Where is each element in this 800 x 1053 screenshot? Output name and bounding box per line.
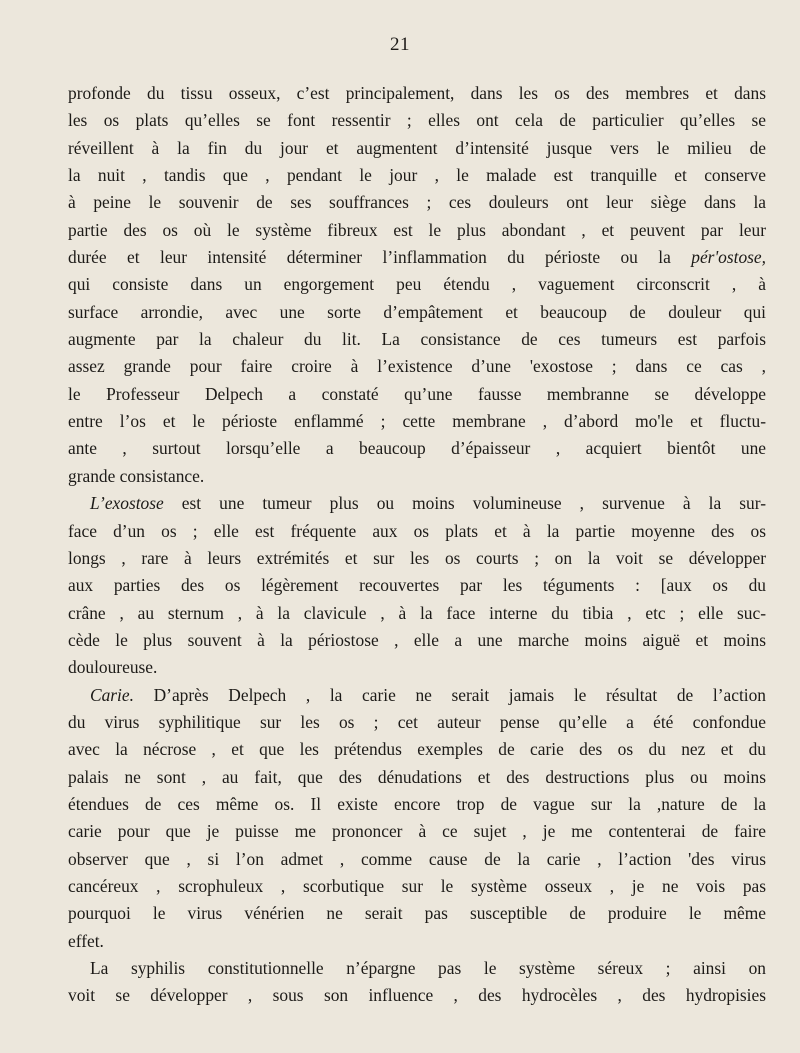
italic-term-exostose: L’exostose	[90, 493, 164, 514]
text-line: voit se développer , sous son influence , des hydrocèles , des hydropisies	[68, 985, 766, 1006]
text-line: effet.	[68, 930, 104, 951]
text-line: qui consiste dans un engorgement peu étendu , vaguement circonscrit , à	[68, 274, 766, 295]
text-line: palais ne sont , au fait, que des dénudations et des destructions plus ou moins	[68, 766, 766, 787]
text-line-mixed	[68, 490, 766, 517]
text-line: entre l’os et le périoste enflammé ; cette membrane , d’abord mo'le et fluctu-	[68, 411, 766, 432]
text-line: profonde du tissu osseux, c’est principalement, dans les os des membres et dans	[68, 83, 766, 103]
text-line-mixed	[68, 244, 766, 271]
text-line: grande consistance.	[68, 465, 205, 486]
text-line: surface arrondie, avec une sorte d’empâtement et beaucoup de douleur qui	[68, 301, 766, 322]
text-line: avec la nécrose , et que les prétendus exemples de carie des os du nez et du	[68, 739, 766, 760]
text-line: crâne , au sternum , à la clavicule , à la face interne du tibia , etc ; elle suc-	[68, 602, 766, 623]
text-line: réveillent à la fin du jour et augmentent d’intensité jusque vers le milieu de	[68, 137, 766, 158]
text-line: ante , surtout lorsqu’elle a beaucoup d’épaisseur , acquiert bientôt une	[68, 438, 766, 459]
text-line: à peine le souvenir de ses souffrances ; ces douleurs ont leur siège dans la	[68, 192, 766, 213]
text-run: durée et leur intensité déterminer l’inflammation du périoste ou la	[68, 247, 671, 268]
text-line: partie des os où le système fibreux est le plus abondant , et peuvent par leur	[68, 219, 766, 240]
text-line: longs , rare à leurs extrémités et sur les os courts ; on la voit se développer	[68, 547, 766, 568]
text-line-mixed	[68, 682, 766, 709]
text-line: douloureuse.	[68, 657, 158, 678]
text-run: est une tumeur plus ou moins volumineuse , survenue à la sur-	[181, 493, 766, 514]
text-line: cède le plus souvent à la périostose , elle a une marche moins aiguë et moins	[68, 629, 766, 650]
text-run: D’après Delpech , la carie ne serait jamais le résultat de l’action	[153, 684, 766, 705]
text-line: les os plats qu’elles se font ressentir ; elles ont cela de particulier qu’elles se	[68, 110, 766, 131]
text-line: le Professeur Delpech a constaté qu’une fausse membranne se développe	[68, 383, 766, 404]
text-line: pourquoi le virus vénérien ne serait pas susceptible de produire le même	[68, 903, 766, 924]
body-text	[68, 80, 766, 1010]
text-line: la nuit , tandis que , pendant le jour , le malade est tranquille et conserve	[68, 165, 766, 186]
text-line: du virus syphilitique sur les os ; cet auteur pense qu’elle a été confondue	[68, 711, 766, 732]
text-line: assez grande pour faire croire à l’existence d’une 'exostose ; dans ce cas ,	[68, 356, 766, 377]
italic-term-carie: Carie.	[90, 684, 134, 705]
page-number: 21	[390, 34, 410, 55]
text-line: face d’un os ; elle est fréquente aux os plats et à la partie moyenne des os	[68, 520, 766, 541]
text-line: augmente par la chaleur du lit. La consistance de ces tumeurs est parfois	[68, 329, 766, 350]
text-line: étendues de ces même os. Il existe encore trop de vague sur la ,nature de la	[68, 793, 766, 814]
italic-term-periostose: pér'ostose,	[691, 247, 766, 268]
text-line: cancéreux , scrophuleux , scorbutique sur le système osseux , je ne vois pas	[68, 875, 766, 896]
text-line: aux parties des os légèrement recouvertes par les téguments : [aux os du	[68, 575, 766, 596]
text-line: observer que , si l’on admet , comme cause de la carie , l’action 'des virus	[68, 848, 766, 869]
text-line: La syphilis constitutionnelle n’épargne pas le système séreux ; ainsi on	[90, 958, 766, 978]
text-line: carie pour que je puisse me prononcer à ce sujet , je me contenterai de faire	[68, 821, 766, 842]
